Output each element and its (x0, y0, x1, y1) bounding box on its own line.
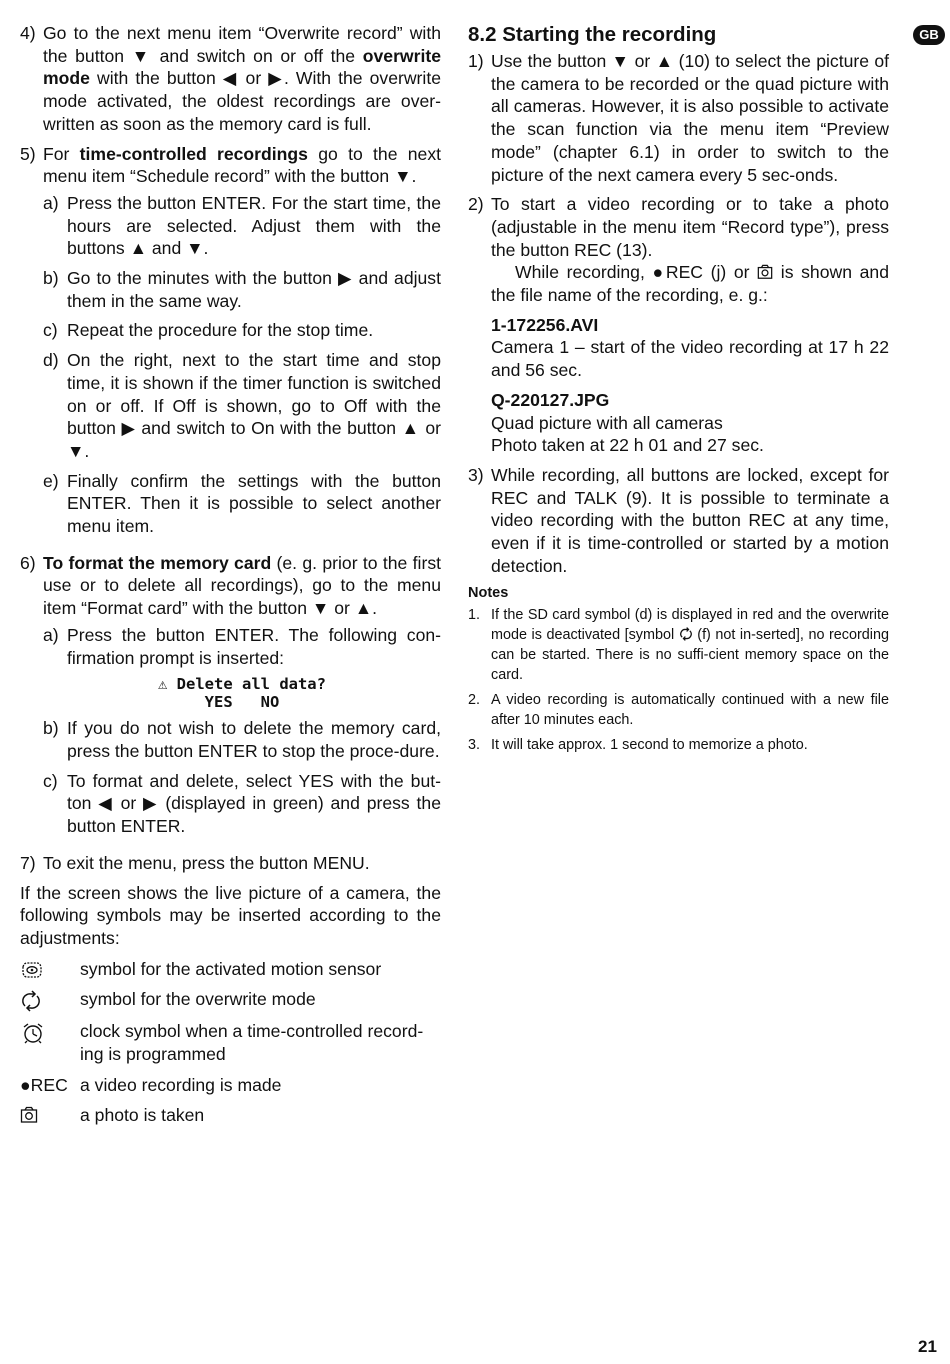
note-item: 1. If the SD card symbol (d) is displayed in red and the overwrite mode is deactivated [symbol (f) not in-serted], no recording can be started. There is no suffi-cient memory space on the card. (468, 607, 889, 684)
rec-icon: ●REC (20, 1074, 68, 1095)
substep: d) On the right, next to the start time and stop time, it is shown if the timer function is switched on or off. If Off is shown, go to Off with the button ▶ and switch to On with the button ▲ or ▼. (43, 350, 441, 461)
substep: e) Finally confirm the settings with the button ENTER. Then it is possible to select another menu item. (43, 470, 441, 537)
substep: b) Go to the minutes with the button ▶ and adjust them in the same way. (43, 268, 441, 311)
rec-step-1: 1) Use the button ▼ or ▲ (10) to select the picture of the camera to be recorded or the quad picture with all cameras. However, it is also possible to activate the scan function via the menu item “Preview mode” (chapter 6.1) in order to switch to the picture of the next camera every 5 sec-onds. (468, 51, 889, 185)
step-5-substeps (43, 192, 441, 538)
note-item: 3. It will take approx. 1 second to memorize a photo. (468, 737, 808, 754)
left-column (20, 22, 441, 1135)
step-4: 4) Go to the next menu item “Overwrite record” with the button ▼ and switch on or off the overwrite mode with the button ◀ or ▶. With the overwrite mode activated, the oldest recordings are over-written as soon as the memory card is full. (20, 23, 441, 134)
overwrite-icon (20, 990, 42, 1012)
symbol-row: symbol for the activated motion sensor (20, 958, 441, 981)
language-badge: GB (913, 25, 945, 45)
motion-sensor-icon (20, 960, 44, 980)
substep: b) If you do not wish to delete the memory card, press the button ENTER to stop the proce-dure. (43, 718, 441, 761)
camera-icon (20, 1106, 38, 1124)
step-5: 5) For time-controlled recordings go to the next menu item “Schedule record” with the button ▼. a) Press the button ENTER. For the start time, the hours are selected. Adjust them with the buttons ▲ and ▼. b) Go to the minutes with the button ▶ and adjust them in the same way. c) Repeat the procedure for the stop time. d) On the right, next to the start time and stop time, it is shown if the timer function is switched on or off. If Off is shown, go to Off with the button ▶ and switch to On with the button ▲ or ▼. e) Finally confirm the settings with the button ENTER. Then it is possible to select another menu item. (20, 143, 441, 545)
step-number: 6) (20, 552, 36, 573)
page-number: 21 (918, 1337, 937, 1356)
rec-step-2: 2) To start a video recording or to take a photo (adjustable in the menu item “Record type”), press the button REC (13). While recording, ●REC (j) or is shown and the file name of the recording, e. g.: 1-172256.AVI Camera 1 – start of the video recording at 17 h 22 and 56 sec. Q-220127.JPG Quad picture with all cameras Photo taken at 22 h 01 and 27 sec. (468, 194, 889, 456)
symbols-intro: If the screen shows the live picture of a camera, the following symbols may be inserted according to the adjustments: (20, 882, 441, 948)
rec-step-3: 3) While recording, all buttons are locked, except for REC and TALK (9). It is possible to terminate a video recording with the button REC at any time, even if it is time-controlled or started by a motion detection. (468, 464, 889, 576)
step-number: 7) (20, 852, 36, 873)
step-7: 7) To exit the menu, press the button MENU. (20, 852, 370, 873)
step-number: 5) (20, 143, 36, 164)
right-column (468, 22, 889, 760)
filename-example: Q-220127.JPG Quad picture with all cameras Photo taken at 22 h 01 and 27 sec. (491, 389, 764, 456)
substep: a) Press the button ENTER. The following con-firmation prompt is inserted: (43, 624, 441, 668)
notes-heading: Notes (468, 585, 509, 602)
symbol-row: clock symbol when a time-controlled record-ing is programmed (20, 1020, 441, 1065)
clock-icon (20, 1022, 46, 1044)
section-heading: 8.2 Starting the recording (468, 23, 717, 46)
camera-icon (757, 264, 773, 280)
step-6-substeps (43, 624, 441, 838)
substep: a) Press the button ENTER. For the start time, the hours are selected. Adjust them with the buttons ▲ and ▼. (43, 192, 441, 259)
filename-example: 1-172256.AVI Camera 1 – start of the video recording at 17 h 22 and 56 sec. (491, 314, 889, 381)
step-number: 4) (20, 23, 36, 43)
substep: c) Repeat the procedure for the stop time. (43, 320, 374, 341)
confirmation-prompt: ⚠ Delete all data? YES NO (158, 675, 326, 712)
symbol-row: symbol for the overwrite mode (20, 988, 441, 1012)
symbol-row: ●REC a video recording is made (20, 1074, 282, 1095)
overwrite-icon (679, 627, 693, 641)
note-item: 2. A video recording is automatically continued with a new file after 10 minutes each. (468, 692, 889, 729)
symbol-row: a photo is taken (20, 1104, 441, 1127)
step-6: 6) To format the memory card (e. g. prior to the first use or to delete all recordings), go to the menu item “Format card” with the button ▼ or ▲. a) Press the button ENTER. The following con-firmation prompt is inserted: ⚠ Delete all data? YES NO b) If you do not wish to delete the memory card, press the button ENTER to stop the proce-dure. c) To format and delete, select YES with the but-ton ◀ or ▶ (displayed in green) and press the button ENTER. (20, 552, 441, 845)
substep: c) To format and delete, select YES with the but-ton ◀ or ▶ (displayed in green) and press the button ENTER. (43, 770, 441, 837)
